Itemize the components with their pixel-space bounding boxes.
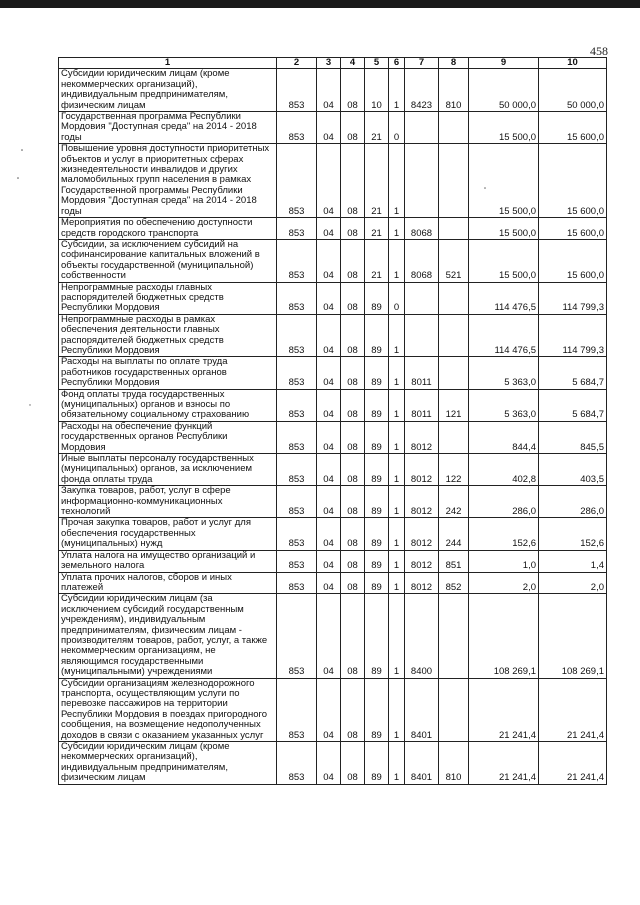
cell-direction: 8012 [405,518,439,550]
cell-expense-type: 244 [439,518,469,550]
cell-amount-2015: 114 476,5 [469,282,539,314]
table-row [59,218,607,240]
cell-subprogram: 1 [389,742,405,785]
cell-ministry: 853 [277,678,317,741]
cell-direction: 8068 [405,239,439,282]
cell-section: 04 [317,144,341,218]
cell-amount-2015: 2,0 [469,572,539,594]
cell-expense-type [439,112,469,144]
cell-section: 04 [317,572,341,594]
cell-direction: 8012 [405,486,439,518]
cell-program: 89 [365,314,389,357]
cell-amount-2015: 844,4 [469,421,539,453]
cell-expense-type: 122 [439,454,469,486]
cell-ministry: 853 [277,282,317,314]
cell-ministry: 853 [277,112,317,144]
cell-amount-2016: 15 600,0 [539,112,607,144]
cell-subprogram: 0 [389,112,405,144]
cell-amount-2015: 152,6 [469,518,539,550]
cell-direction [405,314,439,357]
cell-section: 04 [317,218,341,240]
cell-expense-type: 242 [439,486,469,518]
cell-amount-2015: 50 000,0 [469,69,539,112]
cell-amount-2016: 403,5 [539,454,607,486]
cell-ministry: 853 [277,572,317,594]
cell-program: 89 [365,486,389,518]
table-row [59,486,607,518]
cell-amount-2015: 402,8 [469,454,539,486]
cell-program: 89 [365,357,389,389]
cell-amount-2016: 114 799,3 [539,314,607,357]
cell-section: 04 [317,678,341,741]
cell-expense-type [439,421,469,453]
cell-name: Расходы на выплаты по оплате труда работников государственных органов Республики Мордовия [59,357,277,389]
cell-expense-type: 810 [439,742,469,785]
cell-ministry: 853 [277,742,317,785]
cell-section: 04 [317,112,341,144]
cell-subsection: 08 [341,314,365,357]
cell-amount-2015: 5 363,0 [469,389,539,421]
cell-expense-type: 521 [439,239,469,282]
table-row [59,678,607,741]
cell-expense-type: 810 [439,69,469,112]
cell-subsection: 08 [341,144,365,218]
cell-name: Непрограммные расходы главных распорядителей бюджетных средств Республики Мордовия [59,282,277,314]
cell-subsection: 08 [341,389,365,421]
cell-amount-2016: 15 600,0 [539,144,607,218]
scan-top-edge [0,0,640,8]
cell-direction: 8012 [405,421,439,453]
table-header-row [59,58,607,69]
cell-subsection: 08 [341,454,365,486]
cell-direction [405,144,439,218]
table-row [59,239,607,282]
cell-subsection: 08 [341,69,365,112]
cell-subprogram: 1 [389,239,405,282]
cell-amount-2015: 114 476,5 [469,314,539,357]
cell-subsection: 08 [341,550,365,572]
cell-program: 21 [365,112,389,144]
cell-section: 04 [317,314,341,357]
cell-amount-2016: 5 684,7 [539,389,607,421]
cell-ministry: 853 [277,69,317,112]
cell-expense-type [439,594,469,678]
cell-subprogram: 1 [389,421,405,453]
cell-section: 04 [317,550,341,572]
table-row [59,314,607,357]
cell-ministry: 853 [277,357,317,389]
table-row [59,282,607,314]
cell-direction: 8012 [405,454,439,486]
cell-expense-type [439,678,469,741]
cell-name: Мероприятия по обеспечению доступности средств городского транспорта [59,218,277,240]
cell-amount-2016: 15 600,0 [539,239,607,282]
cell-section: 04 [317,357,341,389]
cell-subsection: 08 [341,282,365,314]
cell-section: 04 [317,742,341,785]
col-header: 1 [59,58,277,69]
table-row [59,144,607,218]
table-row [59,421,607,453]
table-row [59,518,607,550]
cell-subprogram: 1 [389,678,405,741]
cell-subsection: 08 [341,572,365,594]
cell-subprogram: 1 [389,594,405,678]
cell-subsection: 08 [341,594,365,678]
cell-expense-type: 121 [439,389,469,421]
cell-name: Фонд оплаты труда государственных (муниципальных) органов и взносы по обязательному социальному страхованию [59,389,277,421]
cell-subsection: 08 [341,742,365,785]
cell-direction: 8400 [405,594,439,678]
cell-subsection: 08 [341,218,365,240]
cell-direction: 8012 [405,572,439,594]
cell-name: Субсидии юридическим лицам (кроме некоммерческих организаций), индивидуальным предпринимателям, физическим лицам [59,742,277,785]
cell-name: Непрограммные расходы в рамках обеспечения деятельности главных распорядителей бюджетных средств Республики Мордовия [59,314,277,357]
cell-amount-2016: 108 269,1 [539,594,607,678]
cell-expense-type [439,282,469,314]
cell-direction: 8401 [405,678,439,741]
cell-program: 21 [365,144,389,218]
cell-amount-2015: 21 241,4 [469,742,539,785]
cell-direction: 8012 [405,550,439,572]
cell-amount-2016: 2,0 [539,572,607,594]
cell-direction: 8011 [405,357,439,389]
cell-ministry: 853 [277,218,317,240]
cell-subprogram: 1 [389,572,405,594]
cell-section: 04 [317,69,341,112]
cell-direction: 8068 [405,218,439,240]
cell-name: Прочая закупка товаров, работ и услуг для обеспечения государственных (муниципальных) нужд [59,518,277,550]
cell-subsection: 08 [341,518,365,550]
col-header: 4 [341,58,365,69]
col-header: 2 [277,58,317,69]
cell-program: 89 [365,550,389,572]
cell-subprogram: 1 [389,314,405,357]
cell-program: 89 [365,282,389,314]
cell-name: Уплата прочих налогов, сборов и иных платежей [59,572,277,594]
cell-amount-2016: 5 684,7 [539,357,607,389]
cell-subprogram: 1 [389,550,405,572]
cell-name: Уплата налога на имущество организаций и земельного налога [59,550,277,572]
cell-amount-2015: 286,0 [469,486,539,518]
cell-program: 89 [365,389,389,421]
cell-amount-2015: 1,0 [469,550,539,572]
cell-section: 04 [317,486,341,518]
cell-ministry: 853 [277,594,317,678]
cell-ministry: 853 [277,389,317,421]
cell-subsection: 08 [341,239,365,282]
cell-amount-2016: 21 241,4 [539,678,607,741]
col-header: 9 [469,58,539,69]
cell-ministry: 853 [277,239,317,282]
cell-program: 10 [365,69,389,112]
cell-subprogram: 1 [389,357,405,389]
cell-program: 89 [365,742,389,785]
cell-program: 89 [365,518,389,550]
cell-amount-2015: 15 500,0 [469,144,539,218]
table-row [59,69,607,112]
cell-section: 04 [317,421,341,453]
cell-amount-2016: 21 241,4 [539,742,607,785]
table-row [59,454,607,486]
table-row [59,389,607,421]
cell-program: 21 [365,239,389,282]
table-row [59,112,607,144]
cell-subsection: 08 [341,678,365,741]
cell-name: Расходы на обеспечение функций государственных органов Республики Мордовия [59,421,277,453]
cell-subprogram: 1 [389,389,405,421]
col-header: 10 [539,58,607,69]
cell-amount-2015: 15 500,0 [469,218,539,240]
cell-name: Субсидии юридическим лицам (за исключением субсидий государственным учреждениям), индивидуальным предпринимателям, физическим лицам - производителям товаров, работ, услуг, а также некоммерческим организациям, не являющимся государственными (муниципальными) учреждениями [59,594,277,678]
cell-program: 89 [365,454,389,486]
table-row [59,594,607,678]
page-number: 458 [590,44,608,58]
cell-name: Субсидии организациям железнодорожного транспорта, осуществляющим услуги по перевозке пассажиров на территории Республики Мордовия в поездах пригородного сообщения, на возмещение недополученных доходов в связи с оказанием указанных услуг [59,678,277,741]
cell-section: 04 [317,389,341,421]
cell-ministry: 853 [277,421,317,453]
cell-amount-2015: 21 241,4 [469,678,539,741]
col-header: 8 [439,58,469,69]
cell-section: 04 [317,454,341,486]
cell-program: 89 [365,572,389,594]
cell-expense-type [439,314,469,357]
cell-section: 04 [317,518,341,550]
cell-ministry: 853 [277,550,317,572]
cell-program: 89 [365,594,389,678]
table-row [59,550,607,572]
cell-amount-2016: 50 000,0 [539,69,607,112]
cell-ministry: 853 [277,314,317,357]
table-row [59,357,607,389]
cell-name: Иные выплаты персоналу государственных (муниципальных) органов, за исключением фонда оплаты труда [59,454,277,486]
cell-subprogram: 1 [389,454,405,486]
cell-expense-type [439,357,469,389]
cell-subprogram: 1 [389,486,405,518]
cell-program: 21 [365,218,389,240]
cell-direction: 8011 [405,389,439,421]
cell-section: 04 [317,594,341,678]
cell-name: Повышение уровня доступности приоритетных объектов и услуг в приоритетных сферах жизнедеятельности инвалидов и других маломобильных групп населения в рамках Государственной программы Республики Мордовия "Доступная среда" на 2014 - 2018 годы [59,144,277,218]
cell-direction [405,282,439,314]
cell-expense-type: 851 [439,550,469,572]
table-row [59,742,607,785]
cell-subprogram: 0 [389,282,405,314]
col-header: 3 [317,58,341,69]
cell-subprogram: 1 [389,518,405,550]
table-row [59,572,607,594]
cell-amount-2015: 15 500,0 [469,239,539,282]
cell-amount-2016: 845,5 [539,421,607,453]
cell-name: Закупка товаров, работ, услуг в сфере информационно-коммуникационных технологий [59,486,277,518]
cell-program: 89 [365,678,389,741]
cell-amount-2016: 152,6 [539,518,607,550]
cell-amount-2015: 15 500,0 [469,112,539,144]
cell-expense-type: 852 [439,572,469,594]
cell-subsection: 08 [341,421,365,453]
budget-table [58,57,607,785]
cell-ministry: 853 [277,486,317,518]
cell-subprogram: 1 [389,69,405,112]
cell-section: 04 [317,239,341,282]
cell-section: 04 [317,282,341,314]
cell-ministry: 853 [277,144,317,218]
cell-subprogram: 1 [389,218,405,240]
cell-subsection: 08 [341,357,365,389]
cell-expense-type [439,218,469,240]
col-header: 7 [405,58,439,69]
cell-amount-2015: 108 269,1 [469,594,539,678]
cell-expense-type [439,144,469,218]
cell-program: 89 [365,421,389,453]
cell-ministry: 853 [277,518,317,550]
cell-subsection: 08 [341,486,365,518]
cell-amount-2016: 114 799,3 [539,282,607,314]
cell-direction: 8401 [405,742,439,785]
col-header: 6 [389,58,405,69]
cell-subprogram: 1 [389,144,405,218]
cell-amount-2016: 15 600,0 [539,218,607,240]
cell-ministry: 853 [277,454,317,486]
col-header: 5 [365,58,389,69]
cell-amount-2016: 286,0 [539,486,607,518]
cell-subsection: 08 [341,112,365,144]
cell-amount-2015: 5 363,0 [469,357,539,389]
cell-amount-2016: 1,4 [539,550,607,572]
cell-name: Государственная программа Республики Мордовия "Доступная среда" на 2014 - 2018 годы [59,112,277,144]
cell-name: Субсидии юридическим лицам (кроме некоммерческих организаций), индивидуальным предпринимателям, физическим лицам [59,69,277,112]
cell-direction [405,112,439,144]
cell-direction: 8423 [405,69,439,112]
cell-name: Субсидии, за исключением субсидий на софинансирование капитальных вложений в объекты государственной (муниципальной) собственности [59,239,277,282]
